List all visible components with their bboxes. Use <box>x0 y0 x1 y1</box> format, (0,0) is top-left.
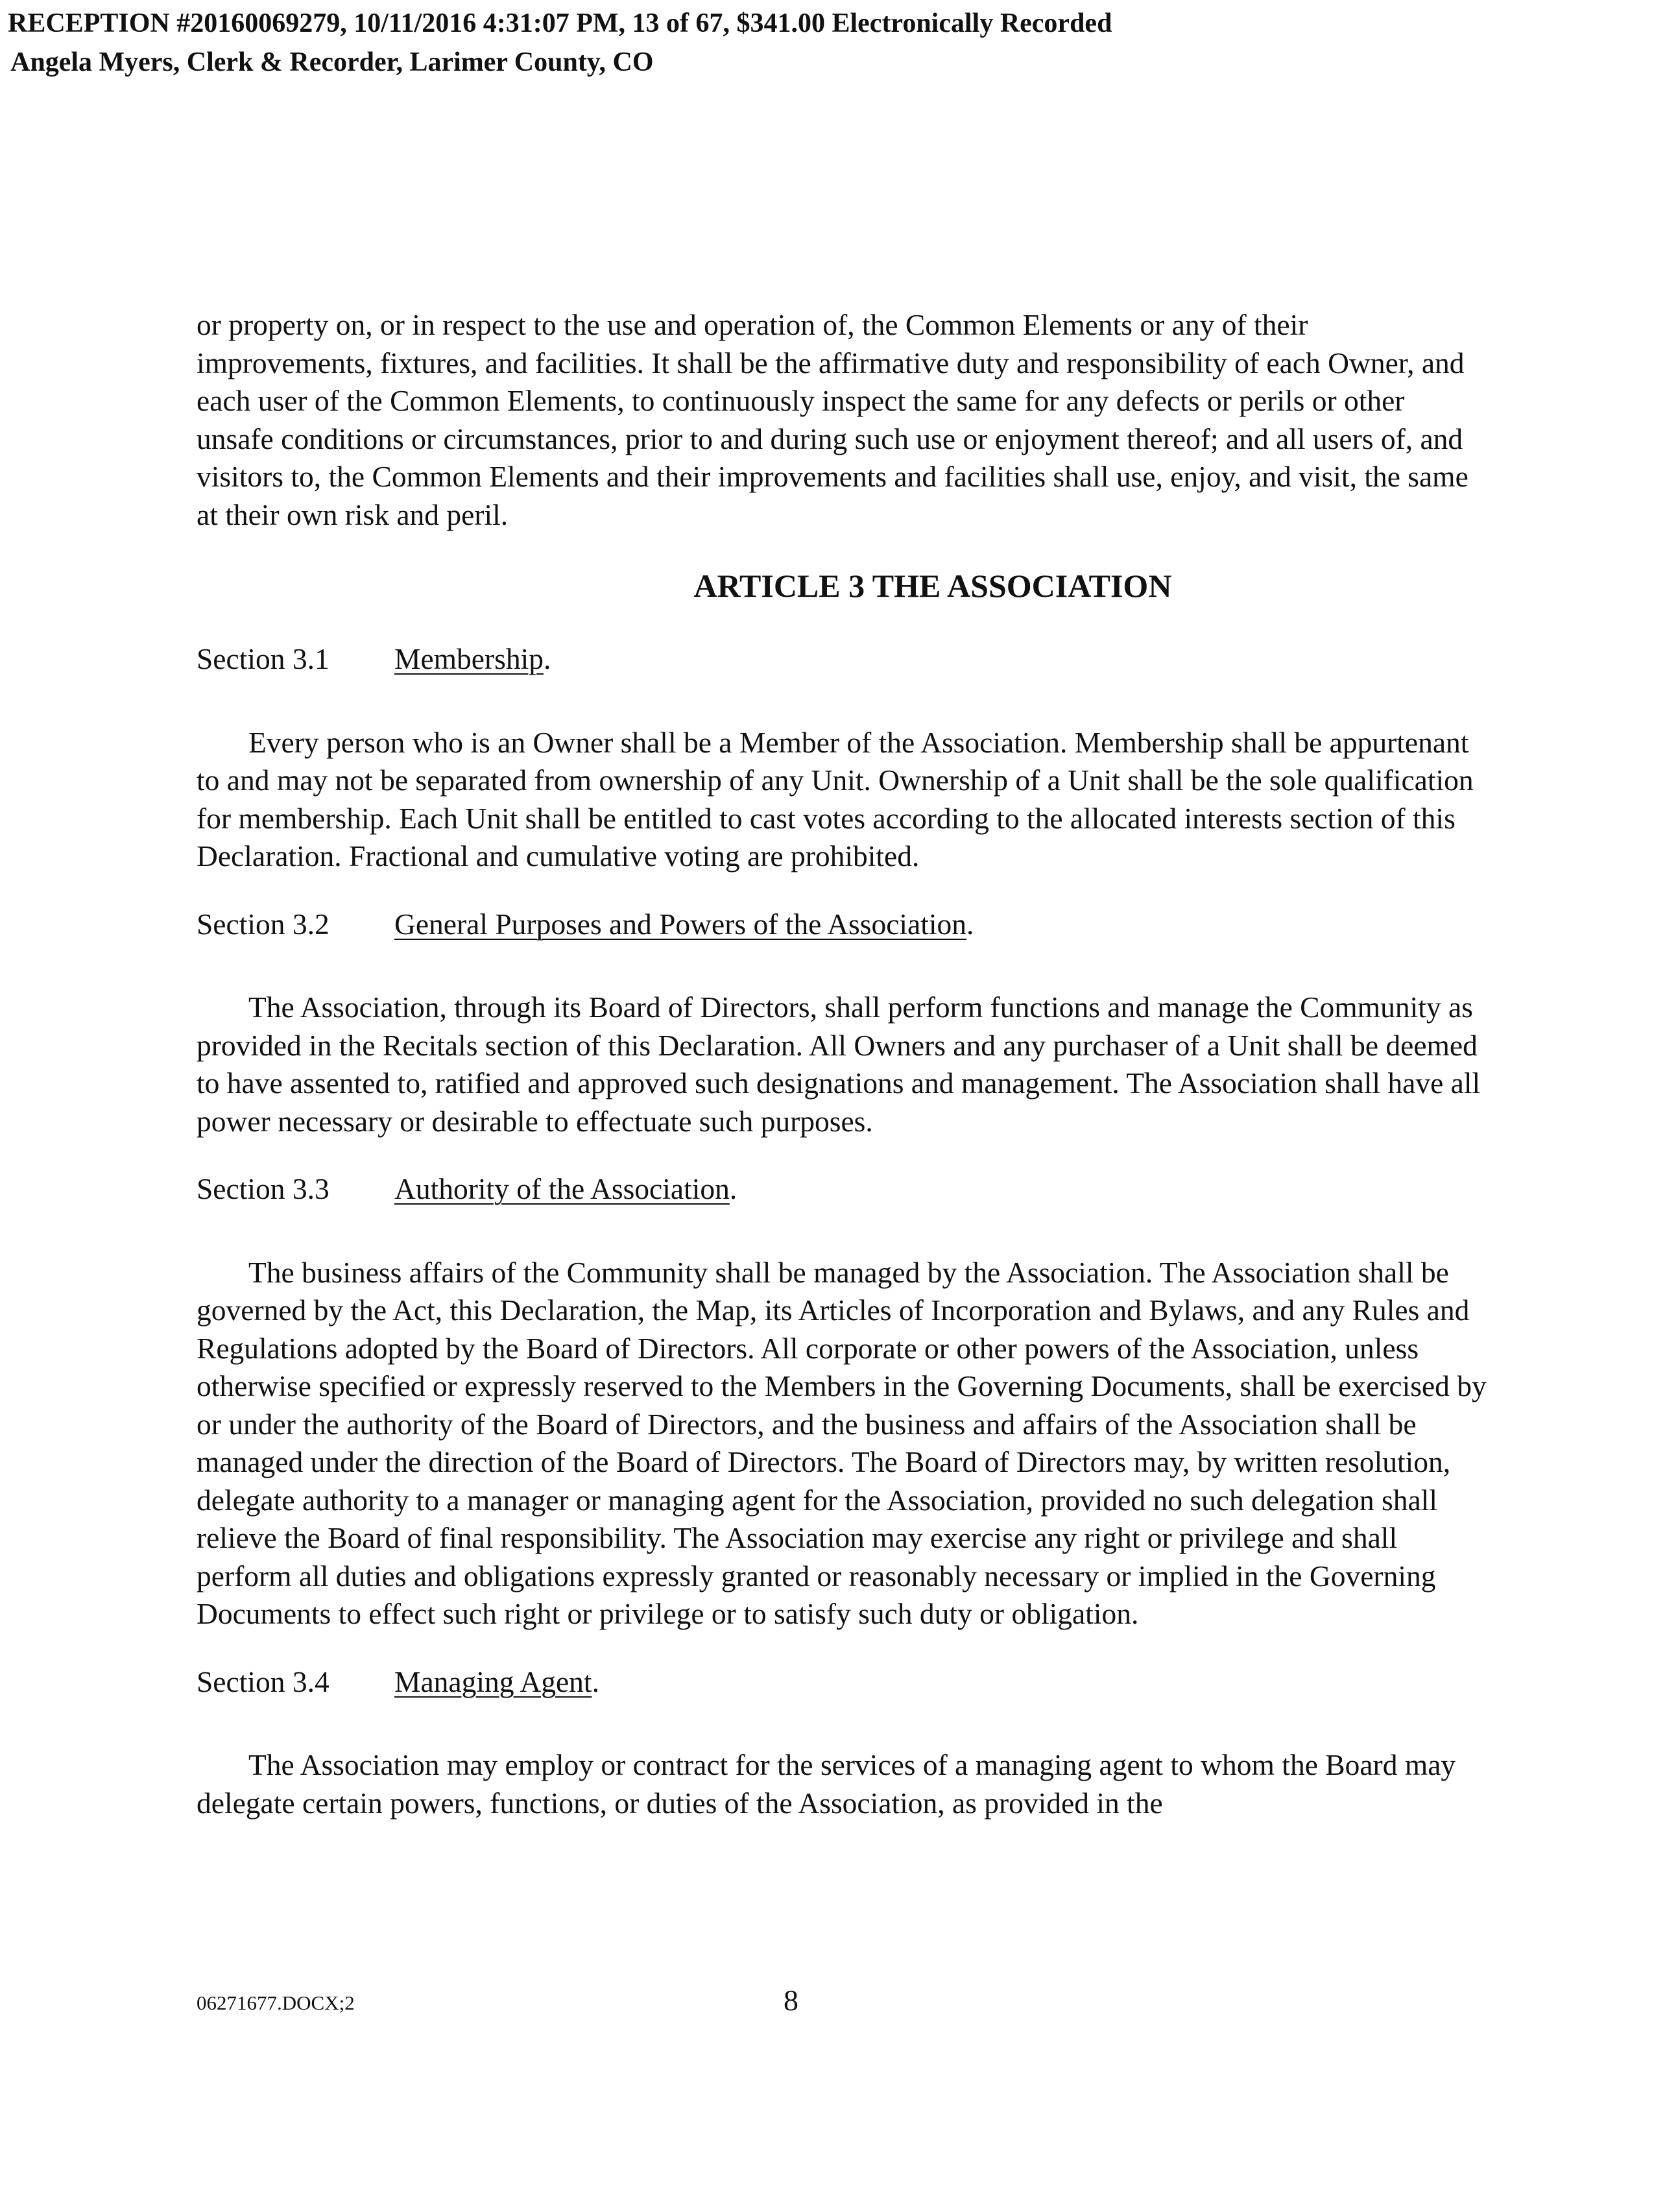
section-body-3-1: Every person who is an Owner shall be a Member of the Association. Membership shall be appurtenant to and may not be separated from ownership of any Unit. Ownership of a Unit shall be the sole qualification for membership. Each Unit shall be entitled to cast votes according to the allocated interests section of this Declaration. Fractional and cumulative voting are prohibited. <box>197 725 1474 872</box>
continuation-paragraph: or property on, or in respect to the use and operation of, the Common Elements or any of their improvements, fixtures, and facilities. It shall be the affirmative duty and responsibility of each Owner, and each user of the Common Elements, to continuously inspect the same for any defects or perils or other unsafe conditions or circumstances, prior to and during such use or enjoyment thereof; and all users of, and visitors to, the Common Elements and their improvements and facilities shall use, enjoy, and visit, the same at their own risk and peril. <box>197 308 1468 531</box>
article-heading: ARTICLE 3 THE ASSOCIATION <box>693 568 1172 604</box>
section-number: Section 3.2 <box>197 907 330 941</box>
section-heading-3-1: Section 3.1 Membership. <box>197 640 1487 679</box>
document-reference: 06271677.DOCX;2 <box>197 1991 355 2014</box>
section-title: Authority of the Association <box>394 1172 730 1205</box>
section-heading-3-3: Section 3.3 Authority of the Association. <box>197 1170 1487 1208</box>
document-body <box>197 306 1487 1822</box>
section-number: Section 3.4 <box>197 1665 330 1698</box>
section-title: Managing Agent <box>394 1665 592 1698</box>
page-number: 8 <box>784 1984 798 2017</box>
section-body-3-4: The Association may employ or contract for the services of a managing agent to whom the Board may delegate certain powers, functions, or duties of the Association, as provided in the <box>197 1748 1456 1820</box>
section-title: Membership <box>394 642 544 675</box>
section-body-3-3: The business affairs of the Community shall be managed by the Association. The Association shall be governed by the Act, this Declaration, the Map, its Articles of Incorporation and Bylaws, and any Rules and Regulations adopted by the Board of Directors. All corporate or other powers of the Association, unless otherwise specified or expressly reserved to the Members in the Governing Documents, shall be exercised by or under the authority of the Board of Directors, and the business and affairs of the Association shall be managed under the direction of the Board of Directors. The Board of Directors may, by written resolution, delegate authority to a manager or managing agent for the Association, provided no such delegation shall relieve the Board of final responsibility. The Association may exercise any right or privilege and shall perform all duties and obligations expressly granted or reasonably necessary or implied in the Governing Documents to effect such right or privilege or to satisfy such duty or obligation. <box>197 1255 1487 1630</box>
section-number: Section 3.3 <box>197 1172 330 1205</box>
section-title: General Purposes and Powers of the Association <box>394 907 967 941</box>
section-heading-3-2: Section 3.2 General Purposes and Powers of the Association. <box>197 906 1487 944</box>
section-number: Section 3.1 <box>197 642 330 675</box>
recording-stamp <box>8 4 1112 82</box>
section-body-3-2: The Association, through its Board of Directors, shall perform functions and manage the Community as provided in the Recitals section of this Declaration. All Owners and any purchaser of a Unit shall be deemed to have assented to, ratified and approved such designations and management. The Association shall have all power necessary or desirable to effectuate such purposes. <box>197 991 1481 1138</box>
recording-stamp-line-1: RECEPTION #20160069279, 10/11/2016 4:31:07 PM, 13 of 67, $341.00 Electronically Recorded <box>8 8 1112 38</box>
section-heading-3-4: Section 3.4 Managing Agent. <box>197 1663 1487 1701</box>
recording-stamp-line-2: Angela Myers, Clerk & Recorder, Larimer County, CO <box>10 47 654 77</box>
